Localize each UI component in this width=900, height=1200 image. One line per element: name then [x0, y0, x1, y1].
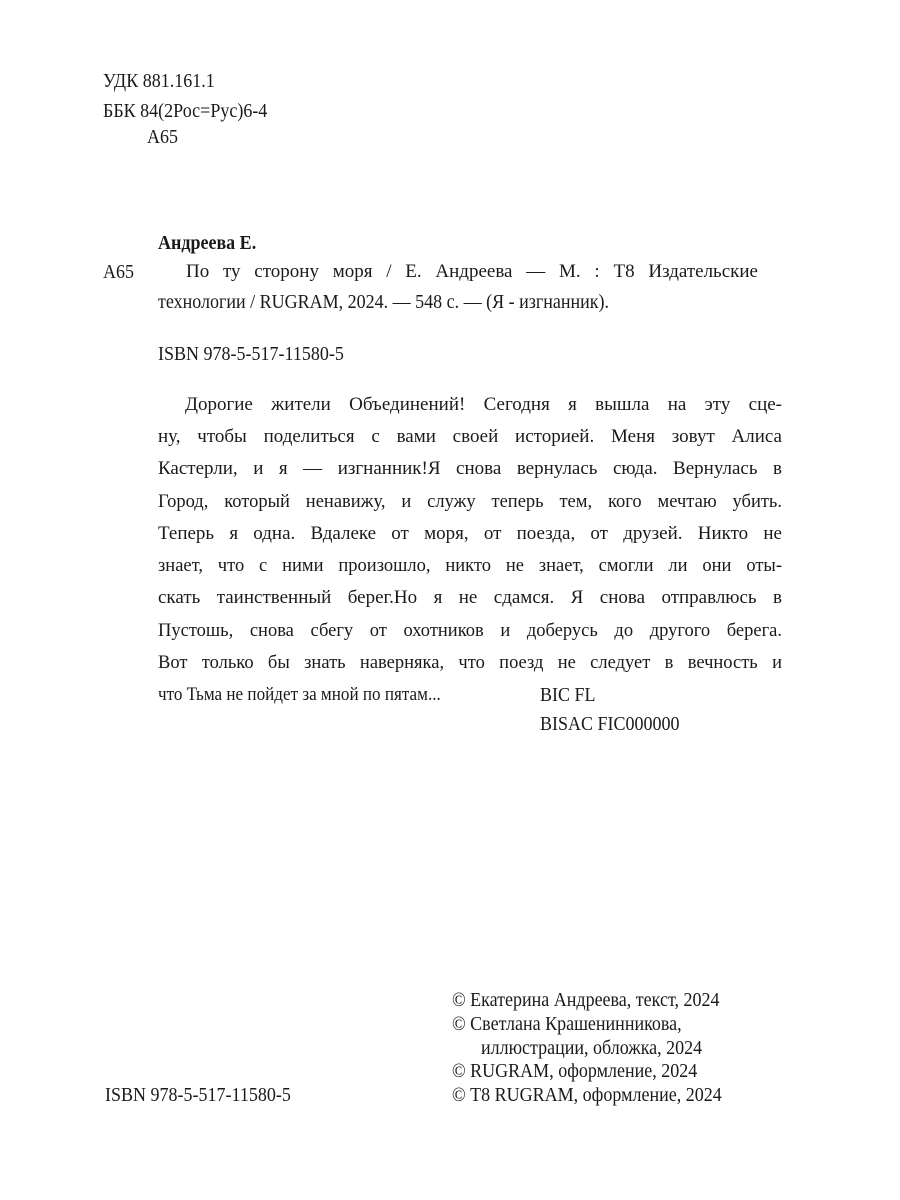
copyright-line: © Светлана Крашенинникова,: [452, 1013, 682, 1035]
copyright-line: иллюстрации, обложка, 2024: [481, 1037, 703, 1059]
record-imprint-line: технологии / RUGRAM, 2024. — 548 с. — (Я - изгнанник).: [158, 291, 610, 313]
record-isbn: ISBN 978-5-517-11580-5: [158, 343, 344, 365]
annotation-line: Дорогие жители Объединений! Сегодня я вышла на эту сце-: [185, 394, 782, 415]
annotation-line: знает, что с ними произошло, никто не знает, смогли ли они оты-: [158, 556, 782, 576]
record-title-line: По ту сторону моря / Е. Андреева — М. : Т8 Издательские: [186, 261, 758, 282]
bic-code: BIC FL: [540, 684, 596, 706]
copyright-line: © Т8 RUGRAM, оформление, 2024: [452, 1084, 722, 1106]
author-sign: А65: [147, 126, 179, 148]
annotation-line: Теперь я одна. Вдалеке от моря, от поезда, от друзей. Никто не: [158, 523, 782, 544]
bottom-isbn: ISBN 978-5-517-11580-5: [105, 1084, 291, 1106]
copyright-line: © RUGRAM, оформление, 2024: [452, 1060, 698, 1082]
annotation-line: Город, который ненавижу, и служу теперь тем, кого мечтаю убить.: [158, 492, 782, 512]
bisac-code: BISAC FIC000000: [540, 713, 680, 735]
annotation-line: Кастерли, и я — изгнанник!Я снова вернулась сюда. Вернулась в: [158, 458, 782, 479]
record-author: Андреева Е.: [158, 232, 257, 254]
bbk-code: ББК 84(2Рос=Рус)6-4: [103, 100, 268, 122]
copyright-line: © Екатерина Андреева, текст, 2024: [452, 989, 720, 1011]
annotation-line: Вот только бы знать наверняка, что поезд не следует в вечность и: [158, 653, 782, 673]
annotation-line: что Тьма не пойдет за мной по пятам...: [158, 684, 441, 705]
annotation-line: Пустошь, снова сбегу от охотников и доберусь до другого берега.: [158, 621, 782, 641]
annotation-line: скать таинственный берег.Но я не сдамся. Я снова отправлюсь в: [158, 587, 782, 608]
udk-code: УДК 881.161.1: [103, 70, 215, 92]
record-author-sign: А65: [103, 261, 135, 283]
annotation-line: ну, чтобы поделиться с вами своей историей. Меня зовут Алиса: [158, 426, 782, 447]
